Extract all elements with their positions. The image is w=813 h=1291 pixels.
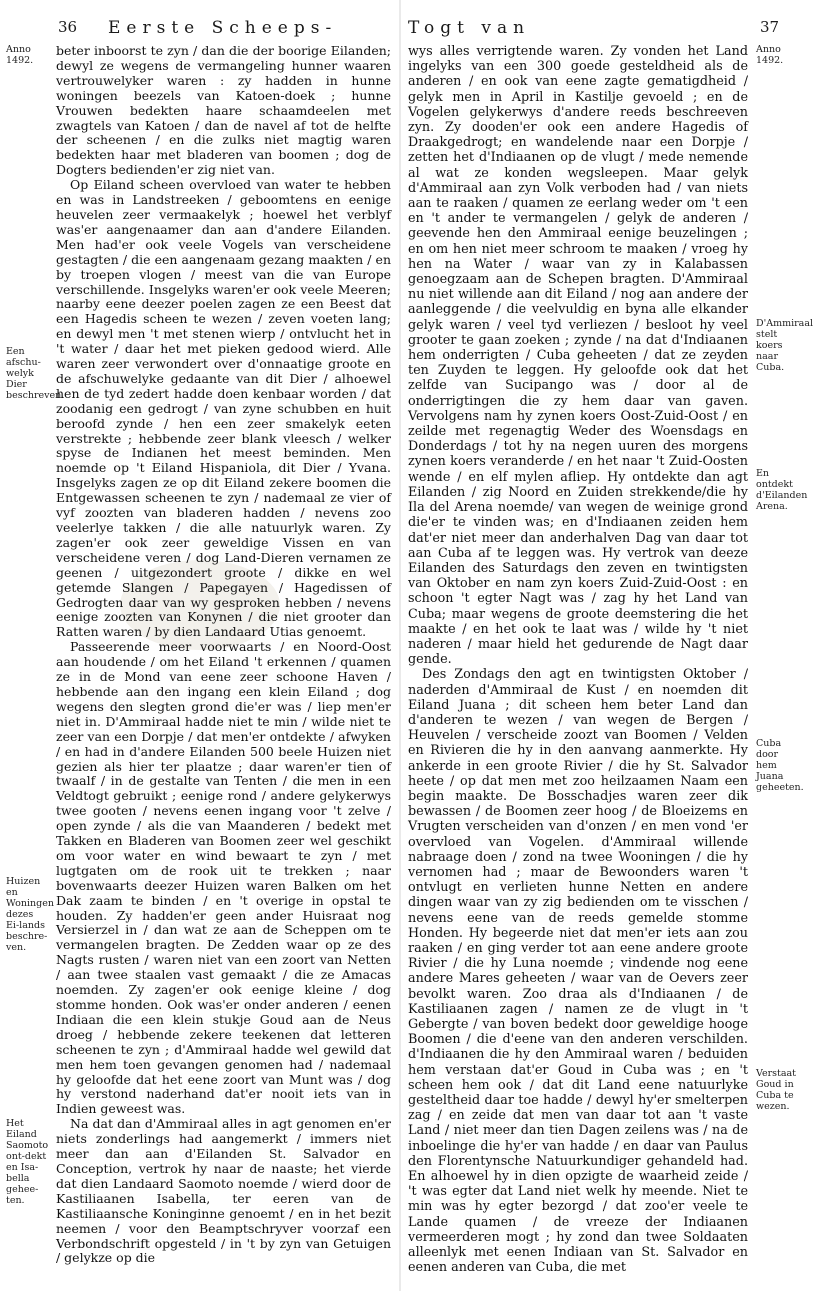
paragraph: Passeerende meer voorwaarts / en Noord-Oost aan houdende / om het Eiland 't erkennen / quamen ze in de Mond van eene zeer schoone Haven / hebbende aan den ingang een klein Eiland ; dog wegens den slegten grond die'er was / liep men'er niet in. D'Ammiraal hadde niet te min / wilde niet te zeer van een Dorpje / dat men'er ontdekte / afwyken / en had in d'andere Eilanden 500 beele Huizen niet gezien als hier ter plaatze ; daar waren'er tien of twaalf / in de gestalte van Tenten / die men in een Veldtogt gebruikt ; eenige rond / andere gelykerwys twee gooten / nevens eenen ingang voor 't zelve / open zynde / als die van Maanderen / bedekt met Takken en Bladeren van Boomen zeer wel geschikt om voor water en wind bewaart te zyn / met lugtgaten om de rook uit te trekken ; naar bovenwaarts deezer Huizen waren Balken om het Dak zaam te binden / en 't overige in opstal te houden. Zy hadden'er geen ander Huisraat nog Versierzel in / dan wat ze aan de Scheppen om te vermangelen bragten. De Zedden waar op ze des Nagts rusten / waren niet van een zoort van Netten / aan twee staalen vast gemaakt / die ze Amacas noemden. Zy zagen'er ook eenige kleine / dog stomme honden. Ook was'er onder anderen / eenen Indiaan die een klein stukje Goud aan de Neus droeg / hebbende zekere teekenen dat letteren scheenen te zyn ; d'Ammiraal hadde wel gewild dat men hem toen gevangen genomen had / nademaal hy geloofde dat het eene zoort van Munt was / dog hy verstond naderhand dat'er nooit iets van in Indien geweest was. [56, 639, 391, 1117]
margin-note: Cuba door hem Juana geheeten. [756, 738, 804, 793]
paragraph: wys alles verrigtende waren. Zy vonden het Land ingelyks van een 300 goede gesteldheid als de anderen / en ook van eene zagte gematigdheid / gelyk men in April in Kastilje gevoeld ; en de Vogelen gelykerwys d'andere reeds beschreeven zyn. Zy dooden'er ook een andere Hagedis of Draakgedrogt; en wandelende naar een Dorpje / zetten het d'Indiaanen op de vlugt / mede nemende al wat ze konden wegsleepen. Maar gelyk d'Ammiraal aan zyn Volk verboden had / van niets aan te raaken / quamen ze eerlang weder om 't een en 't ander te vermangelen / gelyk de anderen / geevende hen den Ammiraal eenige beuzelingen ; en om hen niet meer schroom te maaken / vroeg hy hen na Water / waar van zy in Kalabassen genoegzaam aan de Schepen bragten. D'Ammiraal nu niet willende aan dit Eiland / nog aan andere der aanleggende / die veelvuldig en byna alle elkander gelyk waren / veel tyd verliezen / besloot hy veel grooter te gaan zoeken ; zynde / na dat d'Indiaanen hem onderrigten / Cuba geheeten / dat ze zeyden ten Zuyden te leggen. Hy geloofde ook dat het zelfde van Sucipango was / door al de onderrigtingen die zy hem daar van gaven. Vervolgens nam hy zynen koers Oost-Zuid-Oost / en zeilde met regenagtig Weder des Woensdags en Donderdags / tot hy na negen uuren des morgens zynen koers veranderde / en het naar 't Zuid-Oosten wende / en elf mylen afliep. Hy ontdekte dan agt Eilanden / zig Noord en Zuiden strekkende/die hy Ila del Arena noemde/ van wegen de weinige grond die'er te vinden was; en d'Indiaanen zeiden hem dat'er niet meer dan anderhalven Dag van daar tot aan Cuba af te leggen was. Hy vertrok van deeze Eilanden des Saturdags den zeven en twintigsten van Oktober en nam zyn koers Zuid-Zuid-Oost : en schoon 't egter Nagt was / zag hy het Land van Cuba; maar wegens de groote deemstering die het maakte / en het ook te laat was / wilde hy 't niet naderen / maar hield het gedurende de Nagt daar gende. [408, 44, 748, 668]
page-number: 37 [760, 18, 780, 36]
page-number: 36 [58, 18, 78, 36]
running-head: Eerste Scheeps- [108, 18, 338, 38]
margin-note: En ontdekt d'Eilanden Arena. [756, 468, 808, 512]
right-page [400, 0, 813, 1291]
margin-note: Anno 1492. [6, 44, 34, 66]
margin-note: Huizen en Woningen dezes Ei-lands beschre-ven. [6, 876, 54, 953]
paragraph: beter inboorst te zyn / dan die der boorige Eilanden; dewyl ze wegens de vermangeling hunner waaren vertrouwelyker waren : zy hadden in hunne woningen beezels van Katoen-doek ; hunne Vrouwen bedekten haare schaamdeelen met zwagtels van Katoen / dan de navel af tot de helfte der scheenen / en die zulks niet magtig waren bedekten haar met bladeren van boomen ; dog de Dogters bedienden'er zig niet van. [56, 43, 391, 178]
paragraph: Na dat dan d'Ammiraal alles in agt genomen en'er niets zonderlings had aangemerkt / immers niet meer dan aan d'Eilanden St. Salvador en Conception, vertrok hy naar de naaste; het vierde dat dien Landaard Saomoto noemde / wierd door de Kastiliaanen Isabella, ter eeren van de Kastiliaansche Koninginne genoemt / en in het bezit neemen / voor den Beamptschryver voorzaf een Verbondschrift opgesteld / in 't by zyn van Getuigen / gelykze op die [56, 1116, 391, 1266]
margin-note: Verstaat Goud in Cuba te wezen. [756, 1068, 796, 1112]
left-page [0, 0, 400, 1291]
paragraph: Op Eiland scheen overvloed van water te hebben en was in Landstreeken / geboomtens en eenige heuvelen zeer vermaakelyk ; hoewel het verblyf was'er aangenaamer dan aan d'andere Eilanden. Men had'er ook veele Vogels van verscheidene gestagten / die een aangenaam gezang maakten / en by troepen vlogen / meest van die van Europe verschillende. Insgelyks waren'er ook veele Meeren; naarby eene deezer poelen zagen ze een Beest dat een Hagedis scheen te wezen / zeven voeten lang; en dewyl men 't met stenen wierp / ontvlucht het in 't water / daar het met pieken gedood wierd. Alle waren zeer verwondert over d'onnaatige groote en de afschuwelyke gedaante van dit Dier / alhoewel hen de tyd zedert hadde doen kenbaar worden / dat zoodanig een gedrogt / van zyne schubben en huit beroofd zynde / hen een zeer smakelyk eeten verstrekte ; hebbende zeer blank vleesch / welker spyse de Indianen het meest beminden. Men noemde op 't Eiland Hispaniola, dit Dier / Yvana. Insgelyks zagen ze op dit Eiland zekere boomen die Entgewassen scheenen te zyn / nademaal ze vier of vyf zoozten van bladeren hadden / nevens zoo veelerlye takken / die alle natuurlyk waren. Zy zagen'er ook zeer geweldige Vissen en van verscheidene veren / dog Land-Dieren vernamen ze geenen / uitgezondert groote / dikke en wel getemde Slangen / Papegayen / Hagedissen of Gedrogten daar van wy gesproken hebben / nevens eenige zoozten van Konynen / die niet grooter dan Ratten waren / by dien Landaard Utias genoemt. [56, 177, 391, 640]
margin-note: Een afschu-welyk Dier beschreven. [6, 346, 65, 401]
right-body-text [408, 44, 748, 1275]
margin-note: Het Eiland Saomoto ont-dekt en Isa-bella gehee-ten. [6, 1118, 49, 1206]
margin-note: Anno 1492. [756, 44, 784, 66]
running-head: Togt van [408, 18, 531, 38]
paragraph: Des Zondags den agt en twintigsten Oktober / naderden d'Ammiraal de Kust / en noemden dit Eiland Juana ; dit scheen hem beter Land dan d'anderen te wezen / van wegen de Bergen / Heuvelen / verscheide zoozt van Boomen / Velden en Rivieren die hy in den aanvang aanmerkte. Hy ankerde in een groote Rivier / die hy St. Salvador heete / op dat men met zoo heilzaamen Naam een begin maakte. De Bosschadjes waren zeer dik bewassen / de Boomen zeer hoog / de Bloeizems en Vrugten verscheiden van d'onzen / en men vond 'er overvloed van Vogelen. d'Ammiraal willende nabraage doen / zond na twee Wooningen / die hy vernomen had ; maar de Bewoonders waren 't ontvlugt en verlieten hunne Netten en andere dingen waar van zy zig bedienden om te visschen / nevens eene van de reeds gemelde stomme Honden. Hy begeerde niet dat men'er iets aan zou raaken / en ging verder tot aan eene andere groote Rivier / die hy Luna noemde ; vindende nog eene andere Mares geheeten / waar van de Oevers zeer bevolkt waren. Zoo draa als d'Indiaanen / de Kastiliaanen zagen / namen ze de vlugt in 't Gebergte / van boven bedekt door geweldige hooge Boomen / die d'eene van den anderen verschilden. d'Indiaanen die hy den Ammiraal waren / beduiden hem verstaan dat'er Goud in Cuba was ; en 't scheen hem ook / dat dit Land eene natuurlyke gesteltheid daar toe hadde / dewyl hy'er smelterpen zag / en zeide dat men van daar tot aan 't vaste Land / niet meer dan tien Dagen zeilens was / na de inboelinge die hy'er van hadde / en daar van Paulus den Florentynsche Natuurkundiger gehandeld had. En alhoewel hy in dien opzigte de waarheid zeide / 't was egter dat Land niet welk hy meende. Niet te min was hy egter bezorgd / dat zoo'er veele te Lande quamen / de vreeze der Indiaanen vermeerderen mogt ; hy zond dan twee Soldaaten alleenlyk met eenen Indiaan van St. Salvador en eenen anderen van Cuba, die met [408, 667, 748, 1276]
margin-note: D'Ammiraal stelt koers naar Cuba. [756, 318, 813, 373]
left-body-text [56, 44, 391, 1266]
